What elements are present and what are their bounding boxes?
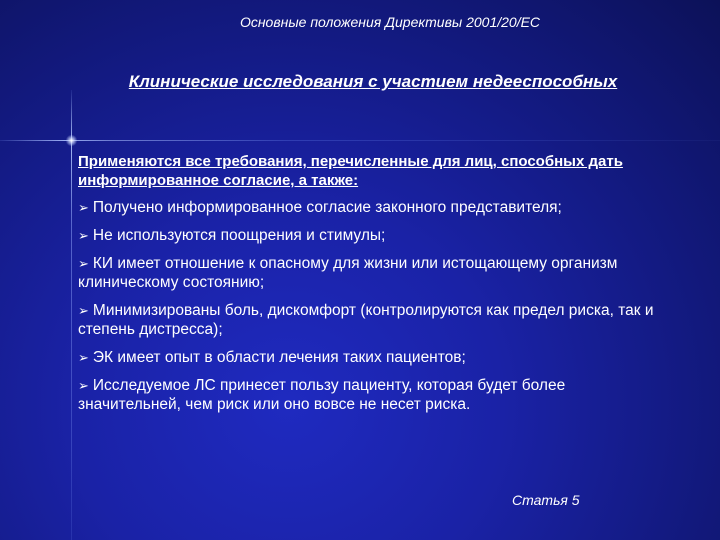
list-item-text: Минимизированы боль, дискомфорт (контролируются как предел риска, так и степень дистресса); [78,302,654,338]
list-item [78,301,668,339]
bullet-list [78,198,668,414]
decorative-vertical-line [71,90,72,540]
list-item-text: Не используются поощрения и стимулы; [92,227,386,244]
slide-title: Клинические исследования с участием недееспособных [128,72,618,91]
intro-text: Применяются все требования, перечисленные для лиц, способных дать информированное согласие, а также: [78,153,623,189]
arrow-bullet-icon: ➢ [78,200,89,215]
list-item [78,254,668,292]
list-item-text: Получено информированное согласие законного представителя; [92,199,562,216]
list-item-text: ЭК имеет опыт в области лечения таких пациентов; [92,349,466,366]
arrow-bullet-icon: ➢ [78,350,89,365]
list-item [78,198,668,217]
list-item-text: КИ имеет отношение к опасному для жизни или истощающему организм клиническому состоянию; [78,255,618,291]
list-item-text: Исследуемое ЛС принесет пользу пациенту, которая будет более значительней, чем риск или оно вовсе не несет риска. [78,377,566,413]
list-item [78,226,668,245]
header-subtitle: Основные положения Директивы 2001/20/ЕС [239,14,541,30]
list-item [78,348,668,367]
arrow-bullet-icon: ➢ [78,378,89,393]
list-item [78,376,668,414]
sparkle-icon [66,135,77,146]
arrow-bullet-icon: ➢ [78,228,89,243]
decorative-horizontal-line [0,140,720,141]
footer-article-ref: Статья 5 [512,492,580,508]
arrow-bullet-icon: ➢ [78,303,89,318]
arrow-bullet-icon: ➢ [78,256,89,271]
content-area [78,152,668,423]
